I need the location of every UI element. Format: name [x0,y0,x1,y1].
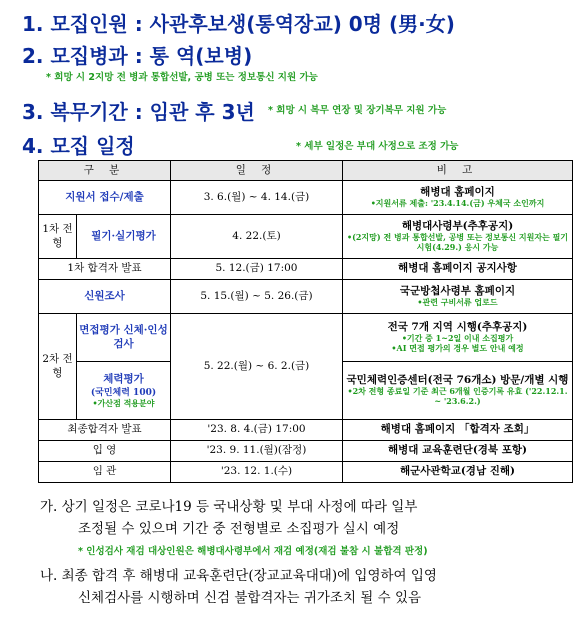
row-date: '23. 8. 4.(금) 17:00 [171,420,343,441]
row-remarks: 해병대 홈페이지 공지사항 [343,259,573,280]
row-remarks: 국민체력인증센터(전국 76개소) 방문/개별 시행 •2차 전형 종료일 기준 최근 6개월 인증기록 유효 ('22.12.1. ~ '23.6.2.) [343,362,573,420]
note-branch: * 희망 시 2지망 전 병과 통합선발, 공병 또는 정보통신 지원 가능 [46,72,318,83]
paragraph-na-line2: 신체검사를 시행하며 신검 불합격자는 귀가조치 될 수 있음 [78,590,422,606]
table-row [39,181,573,215]
table-row [39,280,573,314]
note-service-period: * 희망 시 복무 연장 및 장기복무 지원 가능 [268,105,447,116]
row-remarks: 해병대 홈페이지 •지원서류 제출: '23.4.14.(금) 우체국 소인까지 [343,181,573,215]
row-date: '23. 12. 1.(수) [171,462,343,483]
paragraph-ga-line1: 가. 상기 일정은 코로나19 등 국내상황 및 부대 사정에 따라 일부 [40,499,418,515]
row-label: 1차 합격자 발표 [39,259,171,280]
paragraph-na [40,565,437,609]
note-personality-test: * 인성검사 재검 대상인원은 해병대사령부에서 재검 예정(재검 불참 시 불합격 판정) [78,546,428,557]
header-remarks: 비 고 [343,161,573,181]
table-row [39,215,573,259]
heading-recruit-count: 1. 모집인원 : 사관후보생(통역장교) 0명 (男·女) [22,12,455,36]
table-row [39,259,573,280]
row-date: '23. 9. 11.(월)(잠정) [171,441,343,462]
row-label: 필기·실기평가 [77,215,171,259]
table-row [39,314,573,362]
row-date: 4. 22.(토) [171,215,343,259]
row-label: 신원조사 [39,280,171,314]
row-remarks: 해군사관학교(경남 진해) [343,462,573,483]
schedule-table [38,160,573,483]
row-remarks: 전국 7개 지역 시행(추후공지) •기간 중 1~2일 이내 소집평가 •AI 면접 평가의 경우 별도 안내 예정 [343,314,573,362]
paragraph-na-line1: 나. 최종 합격 후 해병대 교육훈련단(장교교육대대)에 입영하여 입영 [40,568,437,584]
table-row [39,420,573,441]
row-label: 면접평가 신체·인성검사 [77,314,171,362]
paragraph-ga-line2: 조정될 수 있으며 기간 중 전형별로 소집평가 실시 예정 [78,521,400,537]
row-group: 1차 전형 [39,215,77,259]
row-date: 3. 6.(월) ~ 4. 14.(금) [171,181,343,215]
heading-schedule: 4. 모집 일정 [22,134,135,158]
row-date: 5. 12.(금) 17:00 [171,259,343,280]
row-remarks: 해병대사령부(추후공지) •(2지망) 전 병과 통합선발, 공병 또는 정보통신 지원자는 필기시험(4.29.) 응시 가능 [343,215,573,259]
note-schedule: * 세부 일정은 부대 사정으로 조정 가능 [296,141,459,152]
row-remarks: 해병대 교육훈련단(경북 포항) [343,441,573,462]
row-date: 5. 22.(월) ~ 6. 2.(금) [171,314,343,420]
row-label: 임 관 [39,462,171,483]
row-group: 2차 전형 [39,314,77,420]
heading-service-period: 3. 복무기간 : 임관 후 3년 [22,100,255,124]
row-label: 입 영 [39,441,171,462]
table-row [39,462,573,483]
row-remarks: 해병대 홈페이지 「합격자 조회」 [343,420,573,441]
header-category: 구 분 [39,161,171,181]
table-header-row [39,161,573,181]
table-row [39,441,573,462]
heading-branch: 2. 모집병과 : 통 역(보병) [22,44,253,68]
row-remarks: 국군방첩사령부 홈페이지 •관련 구비서류 업로드 [343,280,573,314]
header-date: 일 정 [171,161,343,181]
row-label: 체력평가 (국민체력 100) •가산점 적용분야 [77,362,171,420]
row-date: 5. 15.(월) ~ 5. 26.(금) [171,280,343,314]
paragraph-ga [40,496,417,540]
row-label: 최종합격자 발표 [39,420,171,441]
row-label: 지원서 접수/제출 [39,181,171,215]
